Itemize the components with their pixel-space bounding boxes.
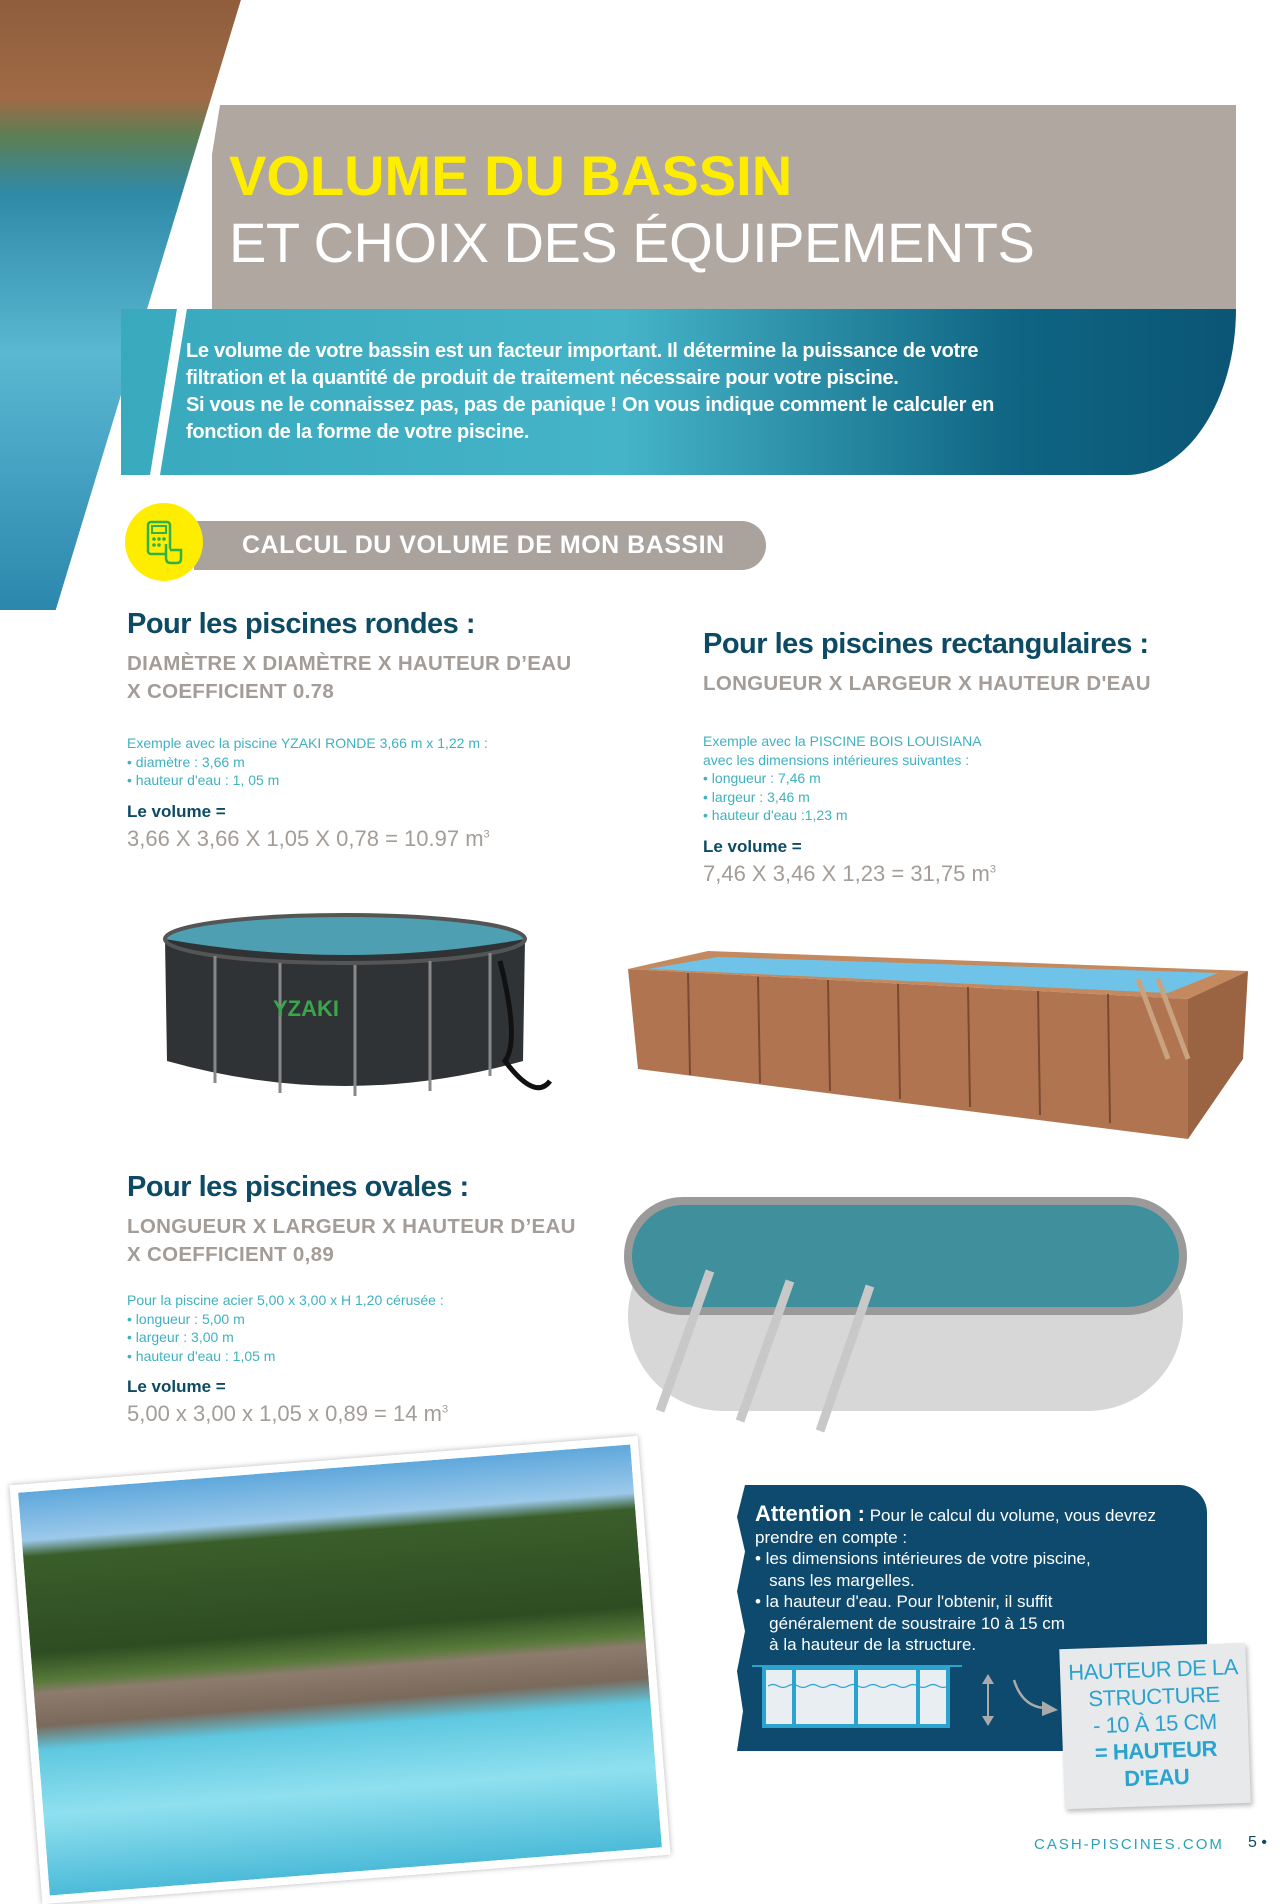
unit-exponent: 3 <box>989 863 996 876</box>
attention-line: • la hauteur d'eau. Pour l'obtenir, il suffit <box>755 1592 1053 1611</box>
example-line: Exemple avec la piscine YZAKI RONDE 3,66 m x 1,22 m : <box>127 735 488 751</box>
page-number: 5 • <box>1248 1834 1267 1851</box>
volume-result <box>703 861 1263 887</box>
section-banner: CALCUL DU VOLUME DE MON BASSIN <box>194 521 766 570</box>
formula-line: LONGUEUR X LARGEUR X HAUTEUR D'EAU <box>703 672 1151 695</box>
note-line: STRUCTURE <box>1087 1681 1220 1712</box>
example-line: • hauteur d'eau :1,23 m <box>703 807 848 823</box>
example-line: • largeur : 3,46 m <box>703 788 810 805</box>
yzaki-logo: YZAKI <box>273 996 339 1021</box>
formula <box>703 670 1263 698</box>
example-line: avec les dimensions intérieures suivantes : <box>703 751 970 768</box>
unit-exponent: 3 <box>483 828 490 841</box>
example-line: • longueur : 5,00 m <box>127 1310 245 1327</box>
note-line: D'EAU <box>1123 1763 1190 1792</box>
example-line: • hauteur d'eau : 1, 05 m <box>127 772 280 788</box>
attention-line: • les dimensions intérieures de votre piscine, <box>755 1549 1091 1568</box>
rect-pool-image <box>628 949 1258 1139</box>
example <box>703 732 1263 825</box>
sticky-note <box>1059 1643 1250 1809</box>
oval-pools-section <box>127 1169 687 1427</box>
attention-line: Pour le calcul du volume, vous devrez <box>869 1506 1157 1525</box>
example <box>127 734 687 790</box>
example-line: Pour la piscine acier 5,00 x 3,00 x H 1,20 cérusée : <box>127 1292 444 1308</box>
formula-line: X COEFFICIENT 0,89 <box>127 1243 335 1266</box>
volume-value: 5,00 x 3,00 x 1,05 x 0,89 = 14 m <box>127 1401 442 1426</box>
volume-label: Le volume = <box>703 836 802 856</box>
attention-line: généralement de soustraire 10 à 15 cm <box>755 1613 1065 1633</box>
pool-height-diagram <box>752 1664 1072 1734</box>
attention-line: à la hauteur de la structure. <box>755 1635 977 1654</box>
curved-arrow-icon <box>1014 1680 1058 1716</box>
volume-value: 3,66 X 3,66 X 1,05 X 0,78 = 10.97 m <box>127 825 484 851</box>
page-subtitle: ET CHOIX DES ÉQUIPEMENTS <box>229 211 1035 274</box>
section-heading: Pour les piscines rondes : <box>127 608 475 640</box>
note-line: HAUTEUR DE LA <box>1067 1654 1239 1685</box>
attention-title: Attention : <box>755 1501 865 1526</box>
example-line: • longueur : 7,46 m <box>703 770 821 786</box>
intro-line: Le volume de votre bassin est un facteur important. Il détermine la puissance de votre <box>186 340 979 362</box>
calculator-hand-icon <box>125 503 203 581</box>
intro-text <box>186 338 1186 446</box>
note-line: - 10 À 15 CM <box>1092 1708 1218 1739</box>
section-heading: Pour les piscines rectangulaires : <box>703 628 1149 660</box>
section-heading: Pour les piscines ovales : <box>127 1171 469 1203</box>
intro-line: fonction de la forme de votre piscine. <box>186 421 530 443</box>
round-pools-section <box>127 606 687 852</box>
formula <box>127 1213 687 1269</box>
double-arrow-icon <box>982 1674 994 1726</box>
volume-value: 7,46 X 3,46 X 1,23 = 31,75 m <box>703 860 990 886</box>
attention-text <box>755 1503 1195 1656</box>
attention-line: prendre en compte : <box>755 1527 908 1547</box>
formula-line: X COEFFICIENT 0.78 <box>127 680 335 703</box>
pool-garden-photo <box>9 1436 670 1904</box>
intro-line: Si vous ne le connaissez pas, pas de panique ! On vous indique comment le calculer en <box>186 394 995 416</box>
note-line: = HAUTEUR <box>1094 1735 1218 1766</box>
round-pool-image <box>155 911 555 1106</box>
example-line: Exemple avec la PISCINE BOIS LOUISIANA <box>703 733 982 749</box>
example <box>127 1291 687 1365</box>
oval-pool-image <box>620 1191 1195 1437</box>
volume-result <box>127 1401 687 1427</box>
intro-line: filtration et la quantité de produit de traitement nécessaire pour votre piscine. <box>186 367 899 389</box>
attention-line: sans les margelles. <box>755 1570 915 1590</box>
volume-result <box>127 826 687 852</box>
page-title: VOLUME DU BASSIN <box>229 144 793 207</box>
unit-exponent: 3 <box>441 1403 449 1416</box>
rect-pools-section <box>703 626 1263 887</box>
formula-line: LONGUEUR X LARGEUR X HAUTEUR D’EAU <box>127 1215 576 1238</box>
example-line: • largeur : 3,00 m <box>127 1329 234 1345</box>
formula-line: DIAMÈTRE X DIAMÈTRE X HAUTEUR D’EAU <box>127 652 572 675</box>
example-line: • hauteur d'eau : 1,05 m <box>127 1347 276 1364</box>
website-link[interactable]: CASH-PISCINES.COM <box>1034 1836 1224 1853</box>
volume-label: Le volume = <box>127 801 226 821</box>
formula <box>127 650 687 706</box>
example-line: • diamètre : 3,66 m <box>127 753 245 770</box>
volume-label: Le volume = <box>127 1377 226 1396</box>
